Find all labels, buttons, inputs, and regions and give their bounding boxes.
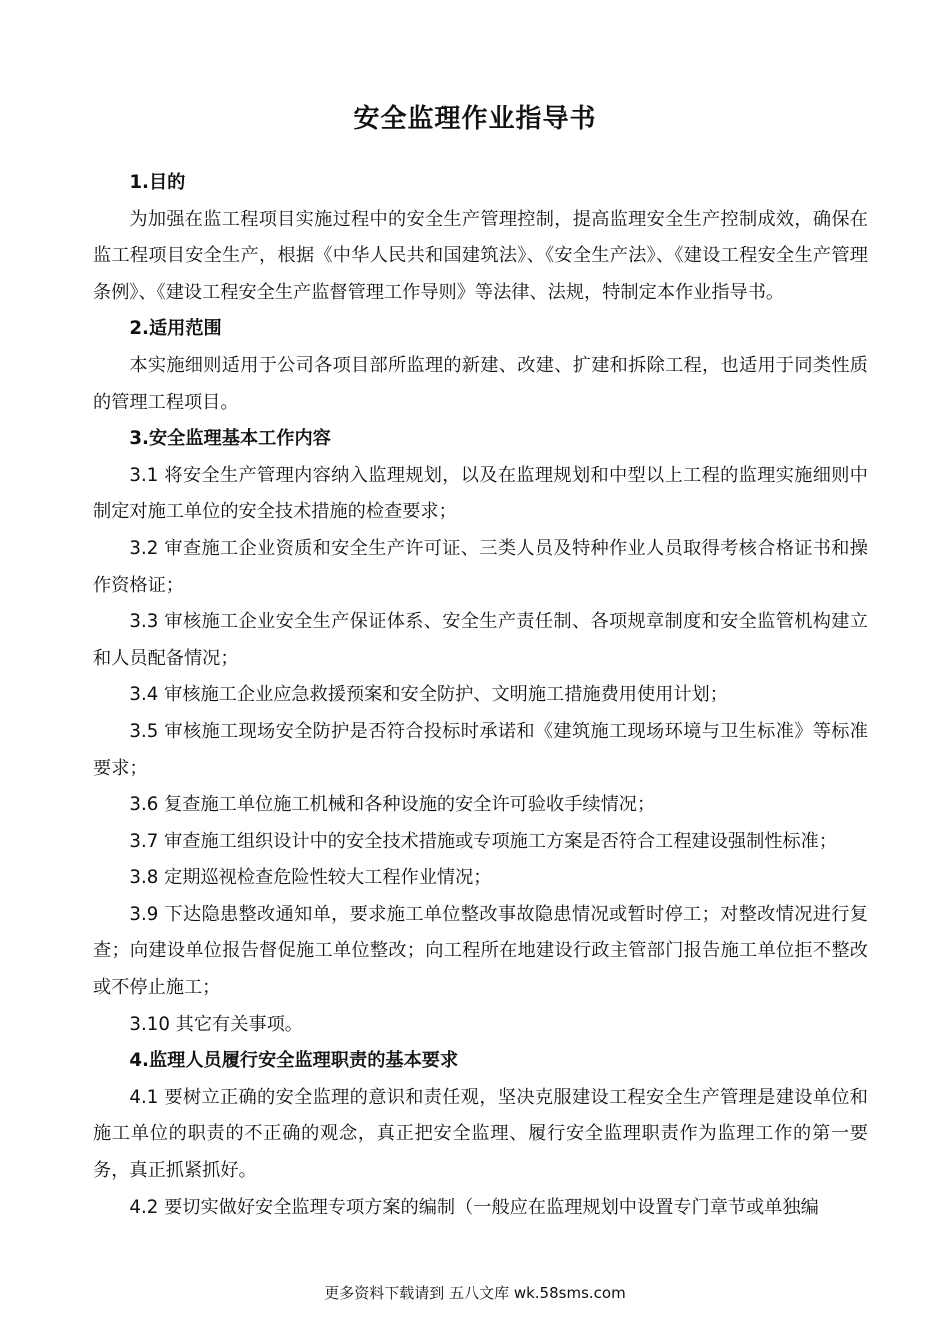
body-paragraph: 3.1 将安全生产管理内容纳入监理规划，以及在监理规划和中型以上工程的监理实施细则中制定对施工单位的安全技术措施的检查要求； (93, 464, 868, 523)
body-paragraph: 3.6 复查施工单位施工机械和各种设施的安全许可验收手续情况； (129, 794, 656, 816)
document-body (93, 165, 868, 1226)
body-paragraph: 3.5 审核施工现场安全防护是否符合投标时承诺和《建筑施工现场环境与卫生标准》等标准要求； (93, 720, 868, 779)
body-paragraph: 3.9 下达隐患整改通知单，要求施工单位整改事故隐患情况或暂时停工；对整改情况进行复查；向建设单位报告督促施工单位整改；向工程所在地建设行政主管部门报告施工单位拒不整改或不停止施工； (93, 903, 868, 999)
body-paragraph: 3.3 审核施工企业安全生产保证体系、安全生产责任制、各项规章制度和安全监管机构建立和人员配备情况； (93, 611, 868, 669)
body-paragraph: 3.7 审查施工组织设计中的安全技术措施或专项施工方案是否符合工程建设强制性标准； (129, 830, 838, 852)
body-paragraph: 3.10 其它有关事项。 (129, 1013, 303, 1035)
section-heading: 1.目的 (129, 172, 186, 193)
document-title: 安全监理作业指导书 (353, 104, 597, 134)
footer-download-note: 更多资料下载请到 五八文库 wk.58sms.com (324, 1284, 626, 1302)
section-heading: 4.监理人员履行安全监理职责的基本要求 (129, 1050, 459, 1072)
body-paragraph: 4.2 要切实做好安全监理专项方案的编制（一般应在监理规划中设置专门章节或单独编 (129, 1196, 819, 1218)
body-paragraph: 本实施细则适用于公司各项目部所监理的新建、改建、扩建和拆除工程，也适用于同类性质的管理工程项目。 (93, 354, 868, 413)
body-paragraph: 3.8 定期巡视检查危险性较大工程作业情况； (129, 867, 492, 889)
body-paragraph: 3.2 审查施工企业资质和安全生产许可证、三类人员及特种作业人员取得考核合格证书和操作资格证； (93, 537, 868, 596)
body-paragraph: 4.1 要树立正确的安全监理的意识和责任观，坚决克服建设工程安全生产管理是建设单位和施工单位的职责的不正确的观念，真正把安全监理、履行安全监理职责作为监理工作的第一要务，真正抓紧抓好。 (93, 1086, 868, 1182)
body-paragraph: 3.4 审核施工企业应急救援预案和安全防护、文明施工措施费用使用计划； (129, 684, 728, 706)
section-heading: 3.安全监理基本工作内容 (129, 428, 331, 450)
section-heading: 2.适用范围 (129, 318, 222, 340)
body-paragraph: 为加强在监工程项目实施过程中的安全生产管理控制，提高监理安全生产控制成效，确保在监工程项目安全生产，根据《中华人民共和国建筑法》、《安全生产法》、《建设工程安全生产管理条例》、《建设工程安全生产监督管理工作导则》等法律、法规，特制定本作业指导书。 (93, 208, 868, 303)
